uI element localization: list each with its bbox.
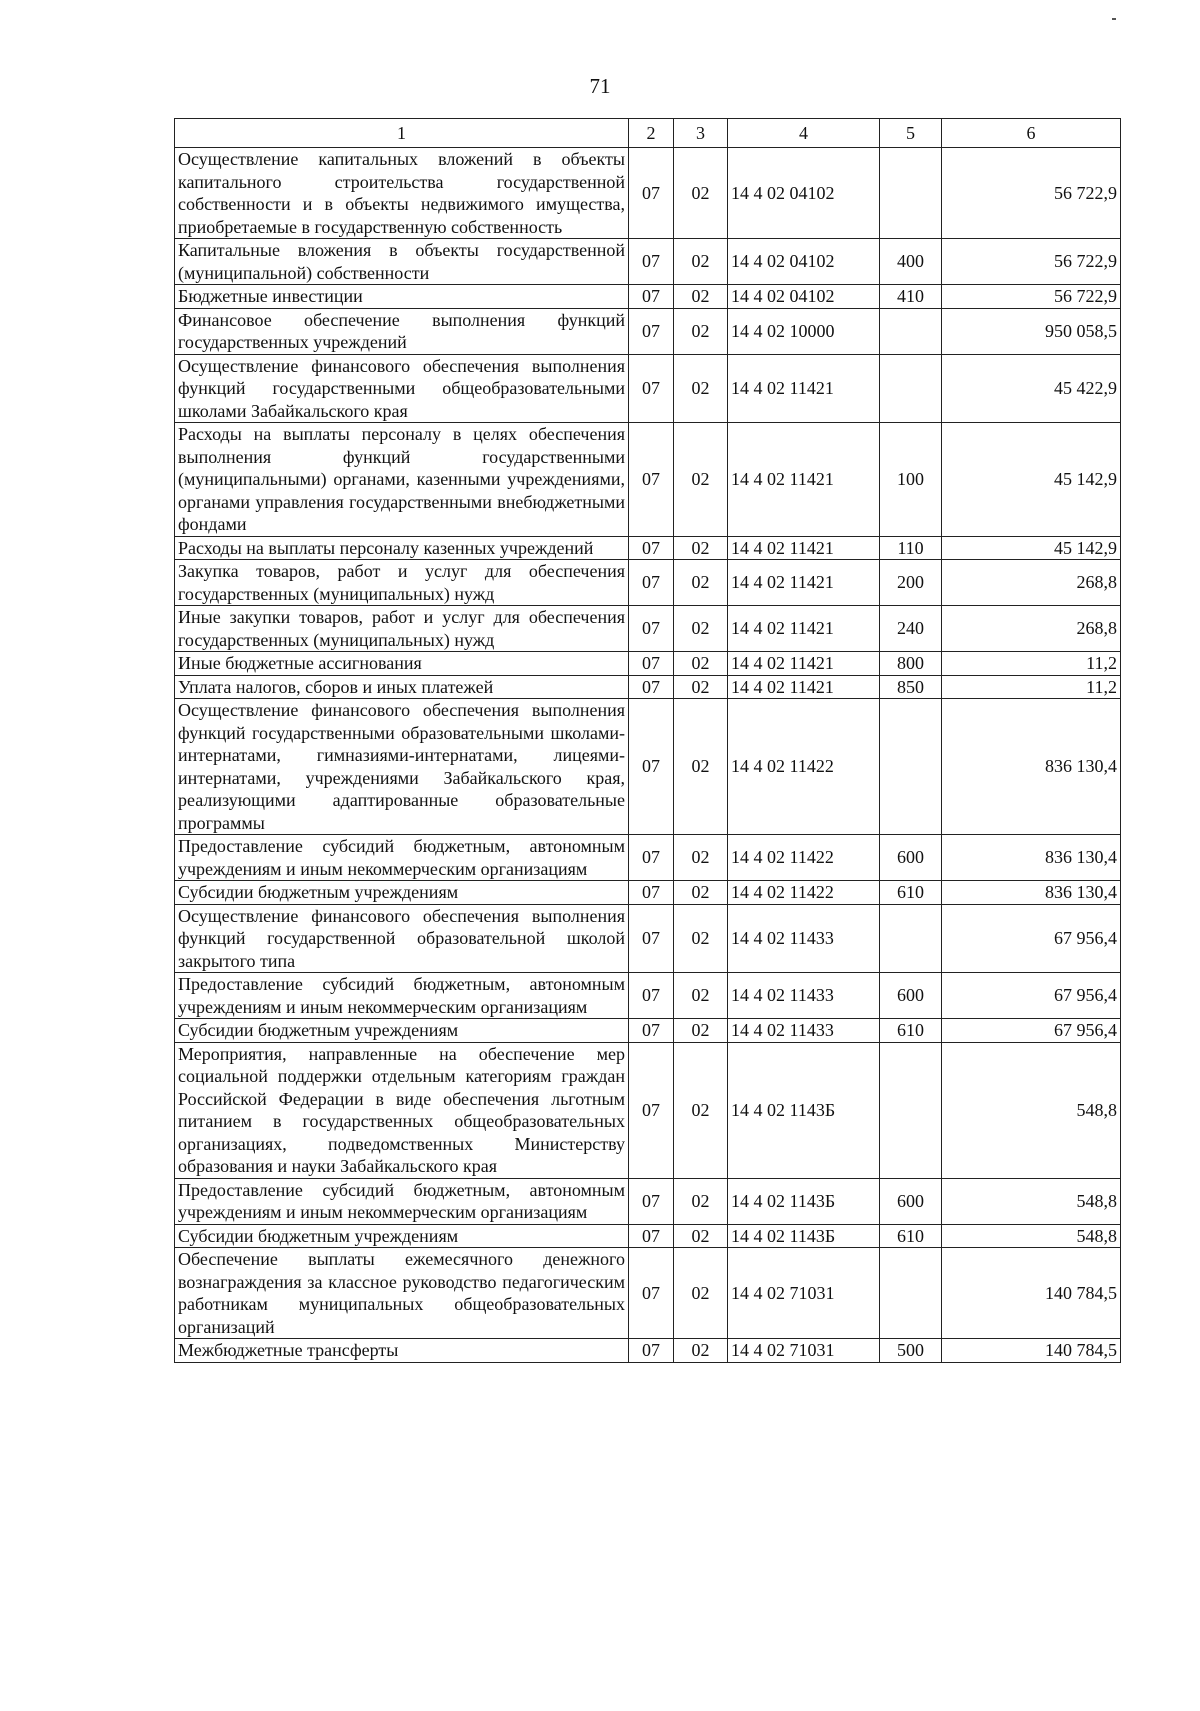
expense-name-cell: Предоставление субсидий бюджетным, автономным учреждениям и иным некоммерческим организациям [175, 973, 629, 1019]
expense-type-cell [880, 1248, 942, 1339]
target-article-cell: 14 4 02 11422 [728, 835, 880, 881]
expense-type-cell: 850 [880, 675, 942, 699]
section-cell: 07 [629, 148, 674, 239]
section-cell: 07 [629, 675, 674, 699]
amount-cell: 548,8 [942, 1042, 1121, 1178]
section-cell: 07 [629, 239, 674, 285]
expense-name-cell: Осуществление финансового обеспечения выполнения функций государственными образовательными школами-интернатами, гимназиями-интернатами, лицеями-интернатами, учреждениями Забайкальского края, реализующими адаптированные образовательные программы [175, 699, 629, 835]
target-article-cell: 14 4 02 71031 [728, 1339, 880, 1363]
expense-type-cell: 410 [880, 285, 942, 309]
target-article-cell: 14 4 02 04102 [728, 148, 880, 239]
subsection-cell: 02 [674, 1019, 728, 1043]
expense-name-cell: Предоставление субсидий бюджетным, автономным учреждениям и иным некоммерческим организациям [175, 835, 629, 881]
amount-cell: 140 784,5 [942, 1339, 1121, 1363]
section-cell: 07 [629, 1178, 674, 1224]
section-cell: 07 [629, 1042, 674, 1178]
table-row [175, 239, 1121, 285]
target-article-cell: 14 4 02 10000 [728, 308, 880, 354]
target-article-cell: 14 4 02 04102 [728, 239, 880, 285]
expense-name-cell: Финансовое обеспечение выполнения функций государственных учреждений [175, 308, 629, 354]
expense-type-cell [880, 354, 942, 423]
subsection-cell: 02 [674, 536, 728, 560]
subsection-cell: 02 [674, 148, 728, 239]
table-row [175, 308, 1121, 354]
expense-type-cell: 200 [880, 560, 942, 606]
expense-type-cell [880, 1042, 942, 1178]
subsection-cell: 02 [674, 973, 728, 1019]
expense-type-cell: 600 [880, 1178, 942, 1224]
subsection-cell: 02 [674, 1248, 728, 1339]
amount-cell: 67 956,4 [942, 904, 1121, 973]
target-article-cell: 14 4 02 11421 [728, 560, 880, 606]
table-row [175, 1178, 1121, 1224]
table-row [175, 148, 1121, 239]
expense-type-cell: 400 [880, 239, 942, 285]
target-article-cell: 14 4 02 11433 [728, 904, 880, 973]
expense-type-cell: 600 [880, 835, 942, 881]
section-cell: 07 [629, 560, 674, 606]
subsection-cell: 02 [674, 560, 728, 606]
expense-type-cell [880, 699, 942, 835]
expense-name-cell: Обеспечение выплаты ежемесячного денежного вознаграждения за классное руководство педагогическим работникам муниципальных общеобразовательных организаций [175, 1248, 629, 1339]
target-article-cell: 14 4 02 71031 [728, 1248, 880, 1339]
header-cell: 4 [728, 119, 880, 148]
expense-name-cell: Осуществление финансового обеспечения выполнения функций государственными общеобразовательными школами Забайкальского края [175, 354, 629, 423]
table-row [175, 1019, 1121, 1043]
table-body [175, 148, 1121, 1363]
subsection-cell: 02 [674, 1042, 728, 1178]
table-row [175, 699, 1121, 835]
subsection-cell: 02 [674, 308, 728, 354]
subsection-cell: 02 [674, 835, 728, 881]
amount-cell: 548,8 [942, 1224, 1121, 1248]
header-cell: 6 [942, 119, 1121, 148]
table-row [175, 881, 1121, 905]
subsection-cell: 02 [674, 881, 728, 905]
table-row [175, 835, 1121, 881]
expense-name-cell: Капитальные вложения в объекты государственной (муниципальной) собственности [175, 239, 629, 285]
expense-name-cell: Межбюджетные трансферты [175, 1339, 629, 1363]
amount-cell: 56 722,9 [942, 239, 1121, 285]
expense-type-cell: 100 [880, 423, 942, 537]
expense-name-cell: Иные бюджетные ассигнования [175, 652, 629, 676]
expense-name-cell: Уплата налогов, сборов и иных платежей [175, 675, 629, 699]
subsection-cell: 02 [674, 606, 728, 652]
section-cell: 07 [629, 1224, 674, 1248]
amount-cell: 11,2 [942, 652, 1121, 676]
subsection-cell: 02 [674, 675, 728, 699]
amount-cell: 45 422,9 [942, 354, 1121, 423]
target-article-cell: 14 4 02 11422 [728, 699, 880, 835]
table-row [175, 904, 1121, 973]
expense-type-cell: 610 [880, 1224, 942, 1248]
amount-cell: 836 130,4 [942, 881, 1121, 905]
expense-type-cell [880, 904, 942, 973]
target-article-cell: 14 4 02 11421 [728, 606, 880, 652]
table-row [175, 606, 1121, 652]
expense-name-cell: Бюджетные инвестиции [175, 285, 629, 309]
target-article-cell: 14 4 02 1143Б [728, 1178, 880, 1224]
table-row [175, 652, 1121, 676]
expense-name-cell: Субсидии бюджетным учреждениям [175, 1019, 629, 1043]
expense-type-cell: 800 [880, 652, 942, 676]
target-article-cell: 14 4 02 1143Б [728, 1224, 880, 1248]
expense-type-cell: 500 [880, 1339, 942, 1363]
subsection-cell: 02 [674, 1339, 728, 1363]
table-header-row [175, 119, 1121, 148]
subsection-cell: 02 [674, 1178, 728, 1224]
subsection-cell: 02 [674, 904, 728, 973]
table-row [175, 1224, 1121, 1248]
section-cell: 07 [629, 904, 674, 973]
section-cell: 07 [629, 308, 674, 354]
expense-type-cell: 240 [880, 606, 942, 652]
amount-cell: 67 956,4 [942, 1019, 1121, 1043]
section-cell: 07 [629, 699, 674, 835]
expense-type-cell [880, 148, 942, 239]
amount-cell: 268,8 [942, 606, 1121, 652]
target-article-cell: 14 4 02 1143Б [728, 1042, 880, 1178]
expense-name-cell: Закупка товаров, работ и услуг для обеспечения государственных (муниципальных) нужд [175, 560, 629, 606]
target-article-cell: 14 4 02 11422 [728, 881, 880, 905]
budget-table [174, 118, 1121, 1363]
subsection-cell: 02 [674, 652, 728, 676]
section-cell: 07 [629, 881, 674, 905]
expense-name-cell: Предоставление субсидий бюджетным, автономным учреждениям и иным некоммерческим организациям [175, 1178, 629, 1224]
table-row [175, 675, 1121, 699]
scan-mark [1112, 18, 1116, 20]
target-article-cell: 14 4 02 04102 [728, 285, 880, 309]
amount-cell: 836 130,4 [942, 699, 1121, 835]
table-row [175, 1042, 1121, 1178]
subsection-cell: 02 [674, 1224, 728, 1248]
subsection-cell: 02 [674, 354, 728, 423]
amount-cell: 11,2 [942, 675, 1121, 699]
subsection-cell: 02 [674, 239, 728, 285]
amount-cell: 140 784,5 [942, 1248, 1121, 1339]
target-article-cell: 14 4 02 11433 [728, 1019, 880, 1043]
amount-cell: 67 956,4 [942, 973, 1121, 1019]
table-row [175, 973, 1121, 1019]
expense-name-cell: Субсидии бюджетным учреждениям [175, 881, 629, 905]
amount-cell: 45 142,9 [942, 536, 1121, 560]
section-cell: 07 [629, 1339, 674, 1363]
target-article-cell: 14 4 02 11421 [728, 536, 880, 560]
table-row [175, 1339, 1121, 1363]
target-article-cell: 14 4 02 11421 [728, 652, 880, 676]
section-cell: 07 [629, 835, 674, 881]
amount-cell: 836 130,4 [942, 835, 1121, 881]
expense-name-cell: Осуществление капитальных вложений в объекты капитального строительства государственной собственности и в объекты недвижимого имущества, приобретаемые в государственную собственность [175, 148, 629, 239]
table-row [175, 560, 1121, 606]
expense-type-cell [880, 308, 942, 354]
expense-name-cell: Иные закупки товаров, работ и услуг для обеспечения государственных (муниципальных) нужд [175, 606, 629, 652]
expense-name-cell: Расходы на выплаты персоналу в целях обеспечения выполнения функций государственными (муниципальными) органами, казенными учреждениями, органами управления государственными внебюджетными фондами [175, 423, 629, 537]
expense-name-cell: Субсидии бюджетным учреждениям [175, 1224, 629, 1248]
expense-type-cell: 610 [880, 881, 942, 905]
target-article-cell: 14 4 02 11421 [728, 354, 880, 423]
section-cell: 07 [629, 536, 674, 560]
target-article-cell: 14 4 02 11433 [728, 973, 880, 1019]
header-cell: 3 [674, 119, 728, 148]
header-cell: 5 [880, 119, 942, 148]
section-cell: 07 [629, 285, 674, 309]
amount-cell: 268,8 [942, 560, 1121, 606]
amount-cell: 548,8 [942, 1178, 1121, 1224]
section-cell: 07 [629, 423, 674, 537]
table-row [175, 1248, 1121, 1339]
expense-name-cell: Мероприятия, направленные на обеспечение мер социальной поддержки отдельным категориям граждан Российской Федерации в виде обеспечения льготным питанием в государственных общеобразовательных организациях, подведомственных Министерству образования и науки Забайкальского края [175, 1042, 629, 1178]
target-article-cell: 14 4 02 11421 [728, 423, 880, 537]
subsection-cell: 02 [674, 423, 728, 537]
section-cell: 07 [629, 973, 674, 1019]
amount-cell: 45 142,9 [942, 423, 1121, 537]
amount-cell: 56 722,9 [942, 148, 1121, 239]
section-cell: 07 [629, 652, 674, 676]
table-row [175, 536, 1121, 560]
table-row [175, 285, 1121, 309]
table-row [175, 423, 1121, 537]
section-cell: 07 [629, 606, 674, 652]
amount-cell: 950 058,5 [942, 308, 1121, 354]
expense-type-cell: 110 [880, 536, 942, 560]
header-cell: 2 [629, 119, 674, 148]
subsection-cell: 02 [674, 699, 728, 835]
expense-type-cell: 600 [880, 973, 942, 1019]
section-cell: 07 [629, 1248, 674, 1339]
subsection-cell: 02 [674, 285, 728, 309]
expense-type-cell: 610 [880, 1019, 942, 1043]
target-article-cell: 14 4 02 11421 [728, 675, 880, 699]
section-cell: 07 [629, 1019, 674, 1043]
expense-name-cell: Осуществление финансового обеспечения выполнения функций государственной образовательной школой закрытого типа [175, 904, 629, 973]
amount-cell: 56 722,9 [942, 285, 1121, 309]
table-row [175, 354, 1121, 423]
header-cell: 1 [175, 119, 629, 148]
section-cell: 07 [629, 354, 674, 423]
expense-name-cell: Расходы на выплаты персоналу казенных учреждений [175, 536, 629, 560]
page-number: 71 [589, 74, 611, 98]
